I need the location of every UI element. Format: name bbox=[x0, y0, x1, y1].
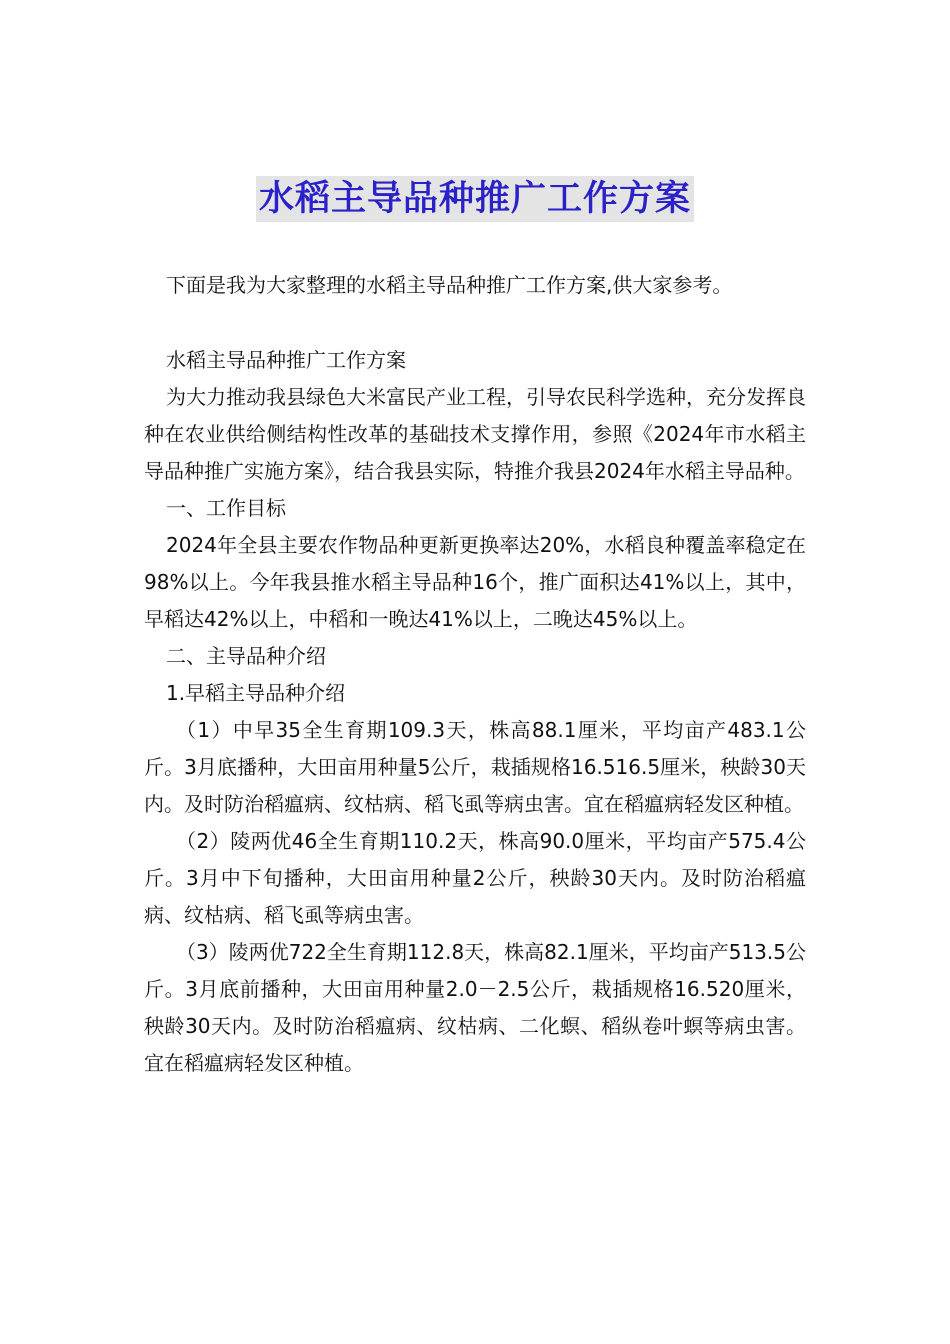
title-container bbox=[0, 176, 950, 222]
document-title: 水稻主导品种推广工作方案 bbox=[256, 176, 694, 222]
variety-item-1: （1）中早35全生育期109.3天，株高88.1厘米，平均亩产483.1公斤。3月底播种，大田亩用种量5公斤，栽插规格16.516.5厘米，秧龄30天内。及时防治稻瘟病、纹枯病、稻飞虱等病虫害。宜在稻瘟病轻发区种植。 bbox=[144, 718, 806, 816]
variety-item-2: （2）陵两优46全生育期110.2天，株高90.0厘米，平均亩产575.4公斤。3月中下旬播种，大田亩用种量2公斤，秧龄30天内。及时防治稻瘟病、纹枯病、稻飞虱等病虫害。 bbox=[144, 829, 806, 927]
intro-paragraph: 下面是我为大家整理的水稻主导品种推广工作方案,供大家参考。 bbox=[166, 273, 733, 297]
section-heading-plan: 水稻主导品种推广工作方案 bbox=[166, 348, 406, 372]
body-paragraph-purpose: 为大力推动我县绿色大米富民产业工程，引导农民科学选种，充分发挥良种在农业供给侧结构性改革的基础技术支撑作用，参照《2024年市水稻主导品种推广实施方案》，结合我县实际，特推介我县2024年水稻主导品种。 bbox=[144, 385, 806, 483]
section-heading-varieties: 二、主导品种介绍 bbox=[166, 644, 326, 668]
variety-item-3: （3）陵两优722全生育期112.8天，株高82.1厘米，平均亩产513.5公斤。3月底前播种，大田亩用种量2.0－2.5公斤，栽插规格16.520厘米，秧龄30天内。及时防治稻瘟病、纹枯病、二化螟、稻纵卷叶螟等病虫害。宜在稻瘟病轻发区种植。 bbox=[144, 940, 806, 1075]
section-heading-goals: 一、工作目标 bbox=[166, 496, 286, 520]
body-paragraph-goals: 2024年全县主要农作物品种更新更换率达20%，水稻良种覆盖率稳定在98%以上。今年我县推水稻主导品种16个，推广面积达41%以上，其中，早稻达42%以上，中稻和一晚达41%以上，二晚达45%以上。 bbox=[144, 533, 806, 631]
document-body bbox=[144, 342, 806, 1082]
subsection-heading-early-rice: 1.早稻主导品种介绍 bbox=[166, 681, 346, 705]
